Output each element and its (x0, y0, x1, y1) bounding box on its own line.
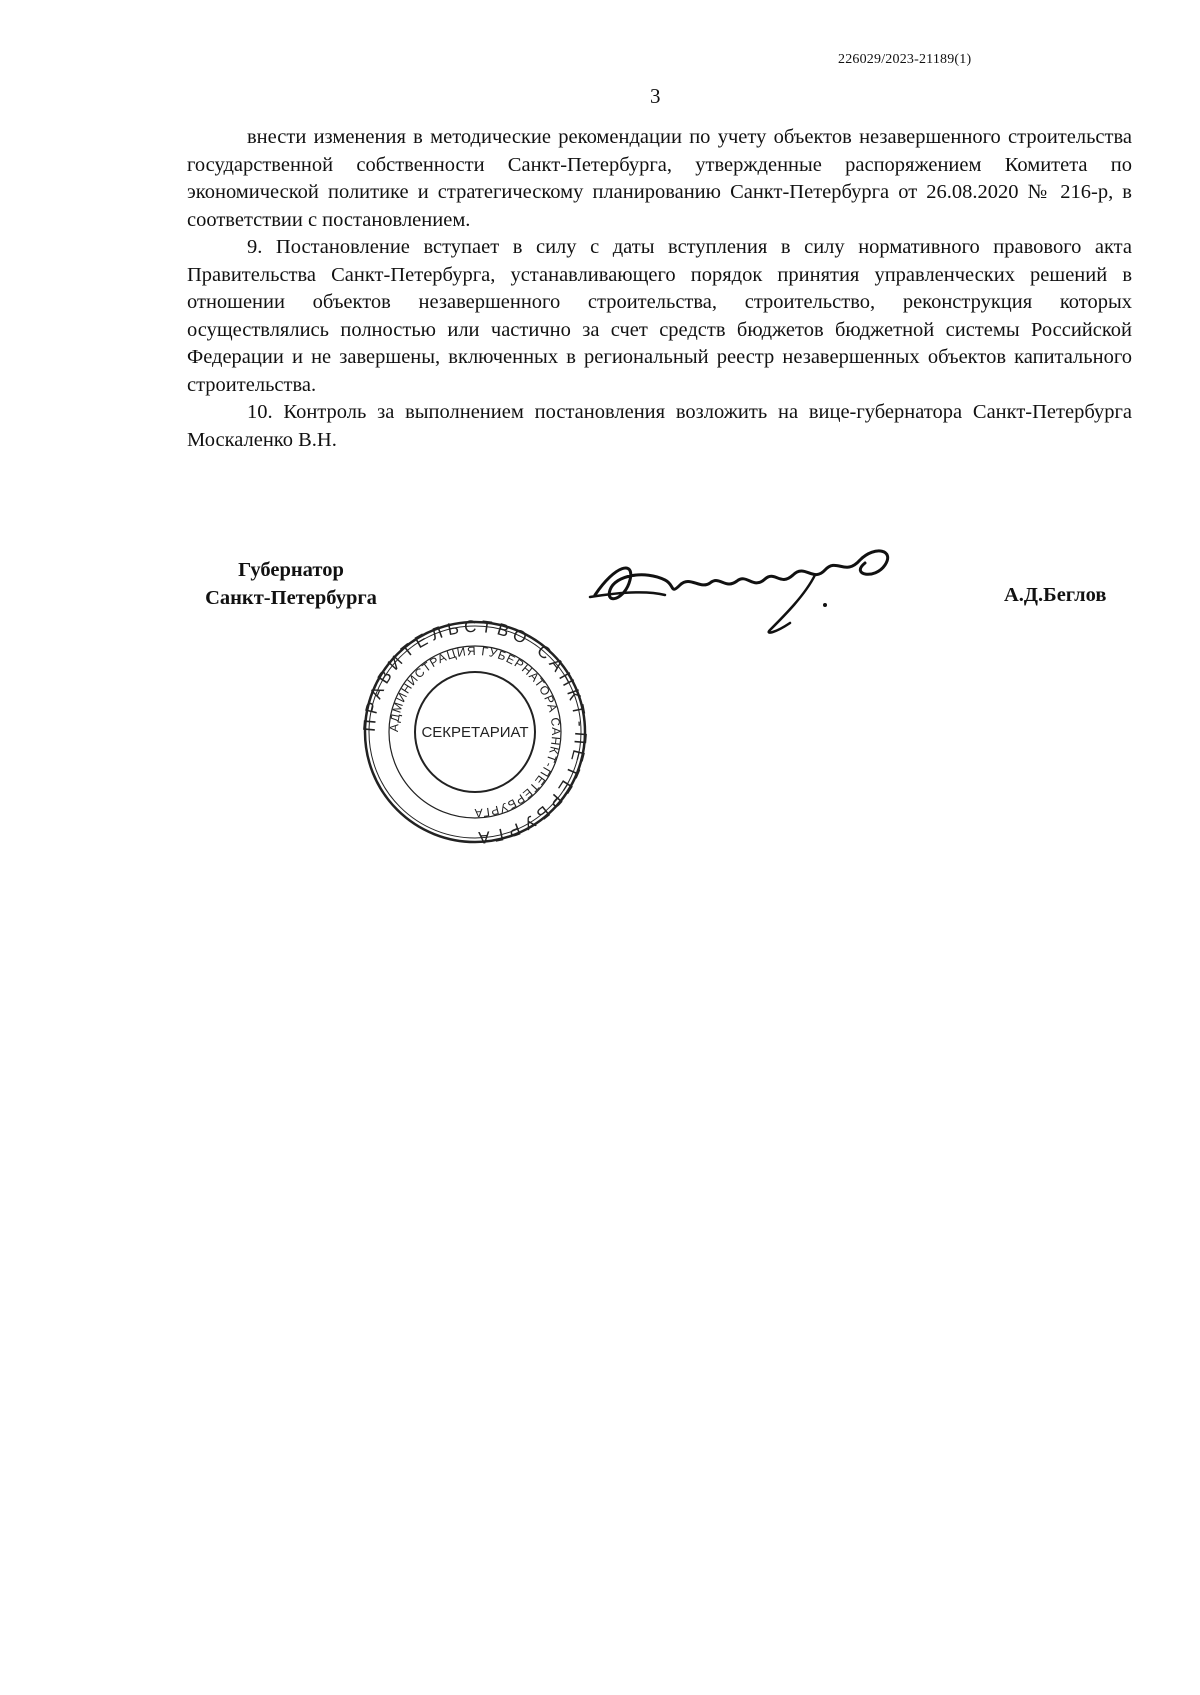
signatory-title-line2: Санкт-Петербурга (205, 587, 377, 609)
signatory-title-line1: Губернатор (238, 559, 344, 581)
paragraph-9: 9. Постановление вступает в силу с даты вступления в силу нормативного правового акта Правительства Санкт-Петербурга, устанавливающего порядок принятия управленческих решений в отношении объектов незавершенного строительства, строительство, реконструкция которых осуществлялись полностью или частично за счет средств бюджетов бюджетной системы Российской Федерации и не завершены, включенных в региональный реестр незавершенных объектов капитального строительства. (187, 236, 1132, 396)
document-body (187, 124, 1132, 454)
handwritten-signature (575, 535, 935, 645)
signatory-title (186, 556, 396, 612)
official-seal (360, 617, 590, 847)
paragraph-intro: внести изменения в методические рекомендации по учету объектов незавершенного строительства государственной собственности Санкт-Петербурга, утвержденные распоряжением Комитета по экономической политике и стратегическому планированию Санкт-Петербурга от 26.08.2020 № 216-р, в соответствии с постановлением. (187, 126, 1132, 231)
page-number: 3 (650, 84, 661, 108)
paragraph-10: 10. Контроль за выполнением постановления возложить на вице-губернатора Санкт-Петербурга Москаленко В.Н. (187, 401, 1132, 451)
seal-middle-text: АДМИНИСТРАЦИЯ ГУБЕРНАТОРА САНКТ-ПЕТЕРБУРГА (386, 643, 564, 821)
seal-center-text: СЕКРЕТАРИАТ (421, 724, 529, 741)
document-registration-number: 226029/2023-21189(1) (838, 52, 972, 67)
seal-outer-text: ПРАВИТЕЛЬСТВО САНКТ-ПЕТЕРБУРГА (360, 617, 590, 847)
signatory-name: А.Д.Беглов (1004, 584, 1107, 606)
